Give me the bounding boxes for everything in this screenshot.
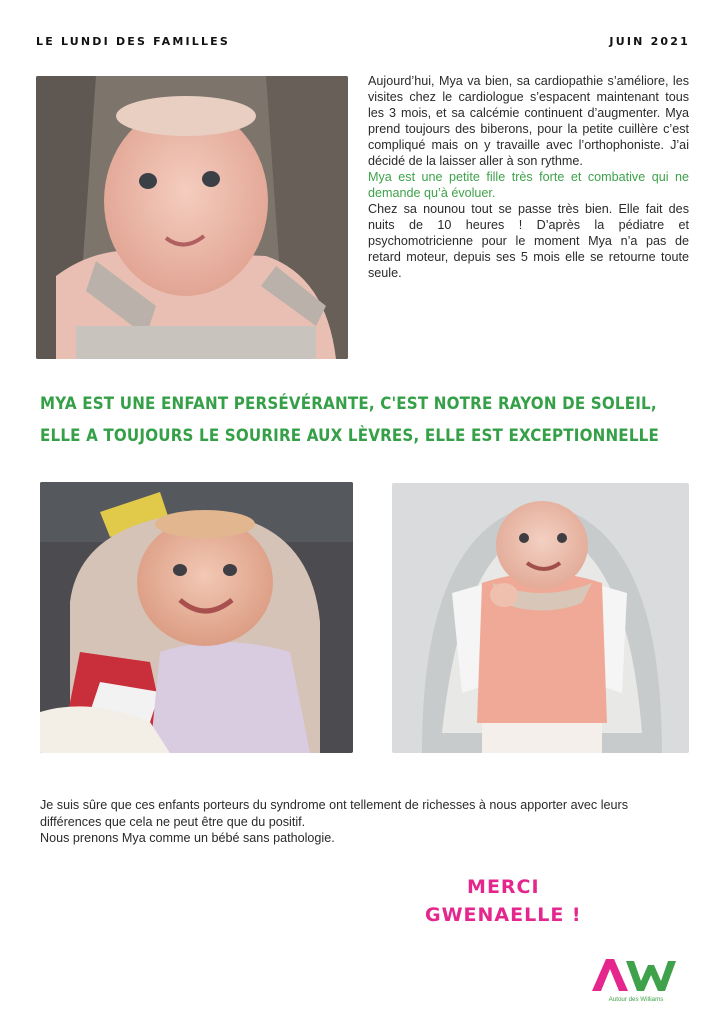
logo-caption: Autour des Williams	[608, 996, 664, 1003]
intro-text	[368, 73, 689, 281]
intro-paragraph-3: Chez sa nounou tout se passe très bien. Elle fait des nuits de 10 heures ! D’après la pédiatre et psychomotricienne pour le moment Mya n’a pas de retard moteur, depuis ses 5 mois elle se retourne toute seule.	[368, 202, 689, 280]
thank-you-line-2: GWENAELLE !	[425, 904, 582, 926]
headline-line-1: MYA EST UNE ENFANT PERSÉVÉRANTE, C'EST NOTRE RAYON DE SOLEIL,	[40, 394, 657, 414]
closing-text	[40, 797, 690, 847]
photo-baby-pink-dress	[392, 483, 689, 753]
newsletter-title: LE LUNDI DES FAMILLES	[36, 35, 231, 48]
aw-logo	[588, 955, 684, 1007]
issue-date: JUIN 2021	[609, 35, 690, 48]
intro-paragraph-1: Aujourd’hui, Mya va bien, sa cardiopathie s’améliore, les visites chez le cardiologue s’espacent maintenant tous les 3 mois, et sa calcémie continuent d’augmenter. Mya prend toujours des biberons, pour la petite cuillère c’est compliqué mais on y travaille avec l’orthophoniste. J’ai décidé de la laisser aller à son rythme.	[368, 74, 689, 168]
aw-logo-mark-icon	[588, 955, 684, 993]
photo-baby-smiling	[40, 482, 353, 753]
headline-line-2: ELLE A TOUJOURS LE SOURIRE AUX LÈVRES, ELLE EST EXCEPTIONNELLE	[40, 426, 659, 446]
headline-quote	[40, 388, 659, 452]
closing-paragraph-1: Je suis sûre que ces enfants porteurs du syndrome ont tellement de richesses à nous apporter avec leurs différences que cela ne peut être que du positif.	[40, 798, 629, 829]
photo-baby-car-seat	[36, 76, 348, 359]
thank-you-line-1: MERCI	[467, 876, 540, 898]
thank-you-message	[425, 873, 582, 929]
intro-highlight: Mya est une petite fille très forte et combative qui ne demande qu’à évoluer.	[368, 170, 689, 200]
closing-paragraph-2: Nous prenons Mya comme un bébé sans pathologie.	[40, 831, 335, 845]
